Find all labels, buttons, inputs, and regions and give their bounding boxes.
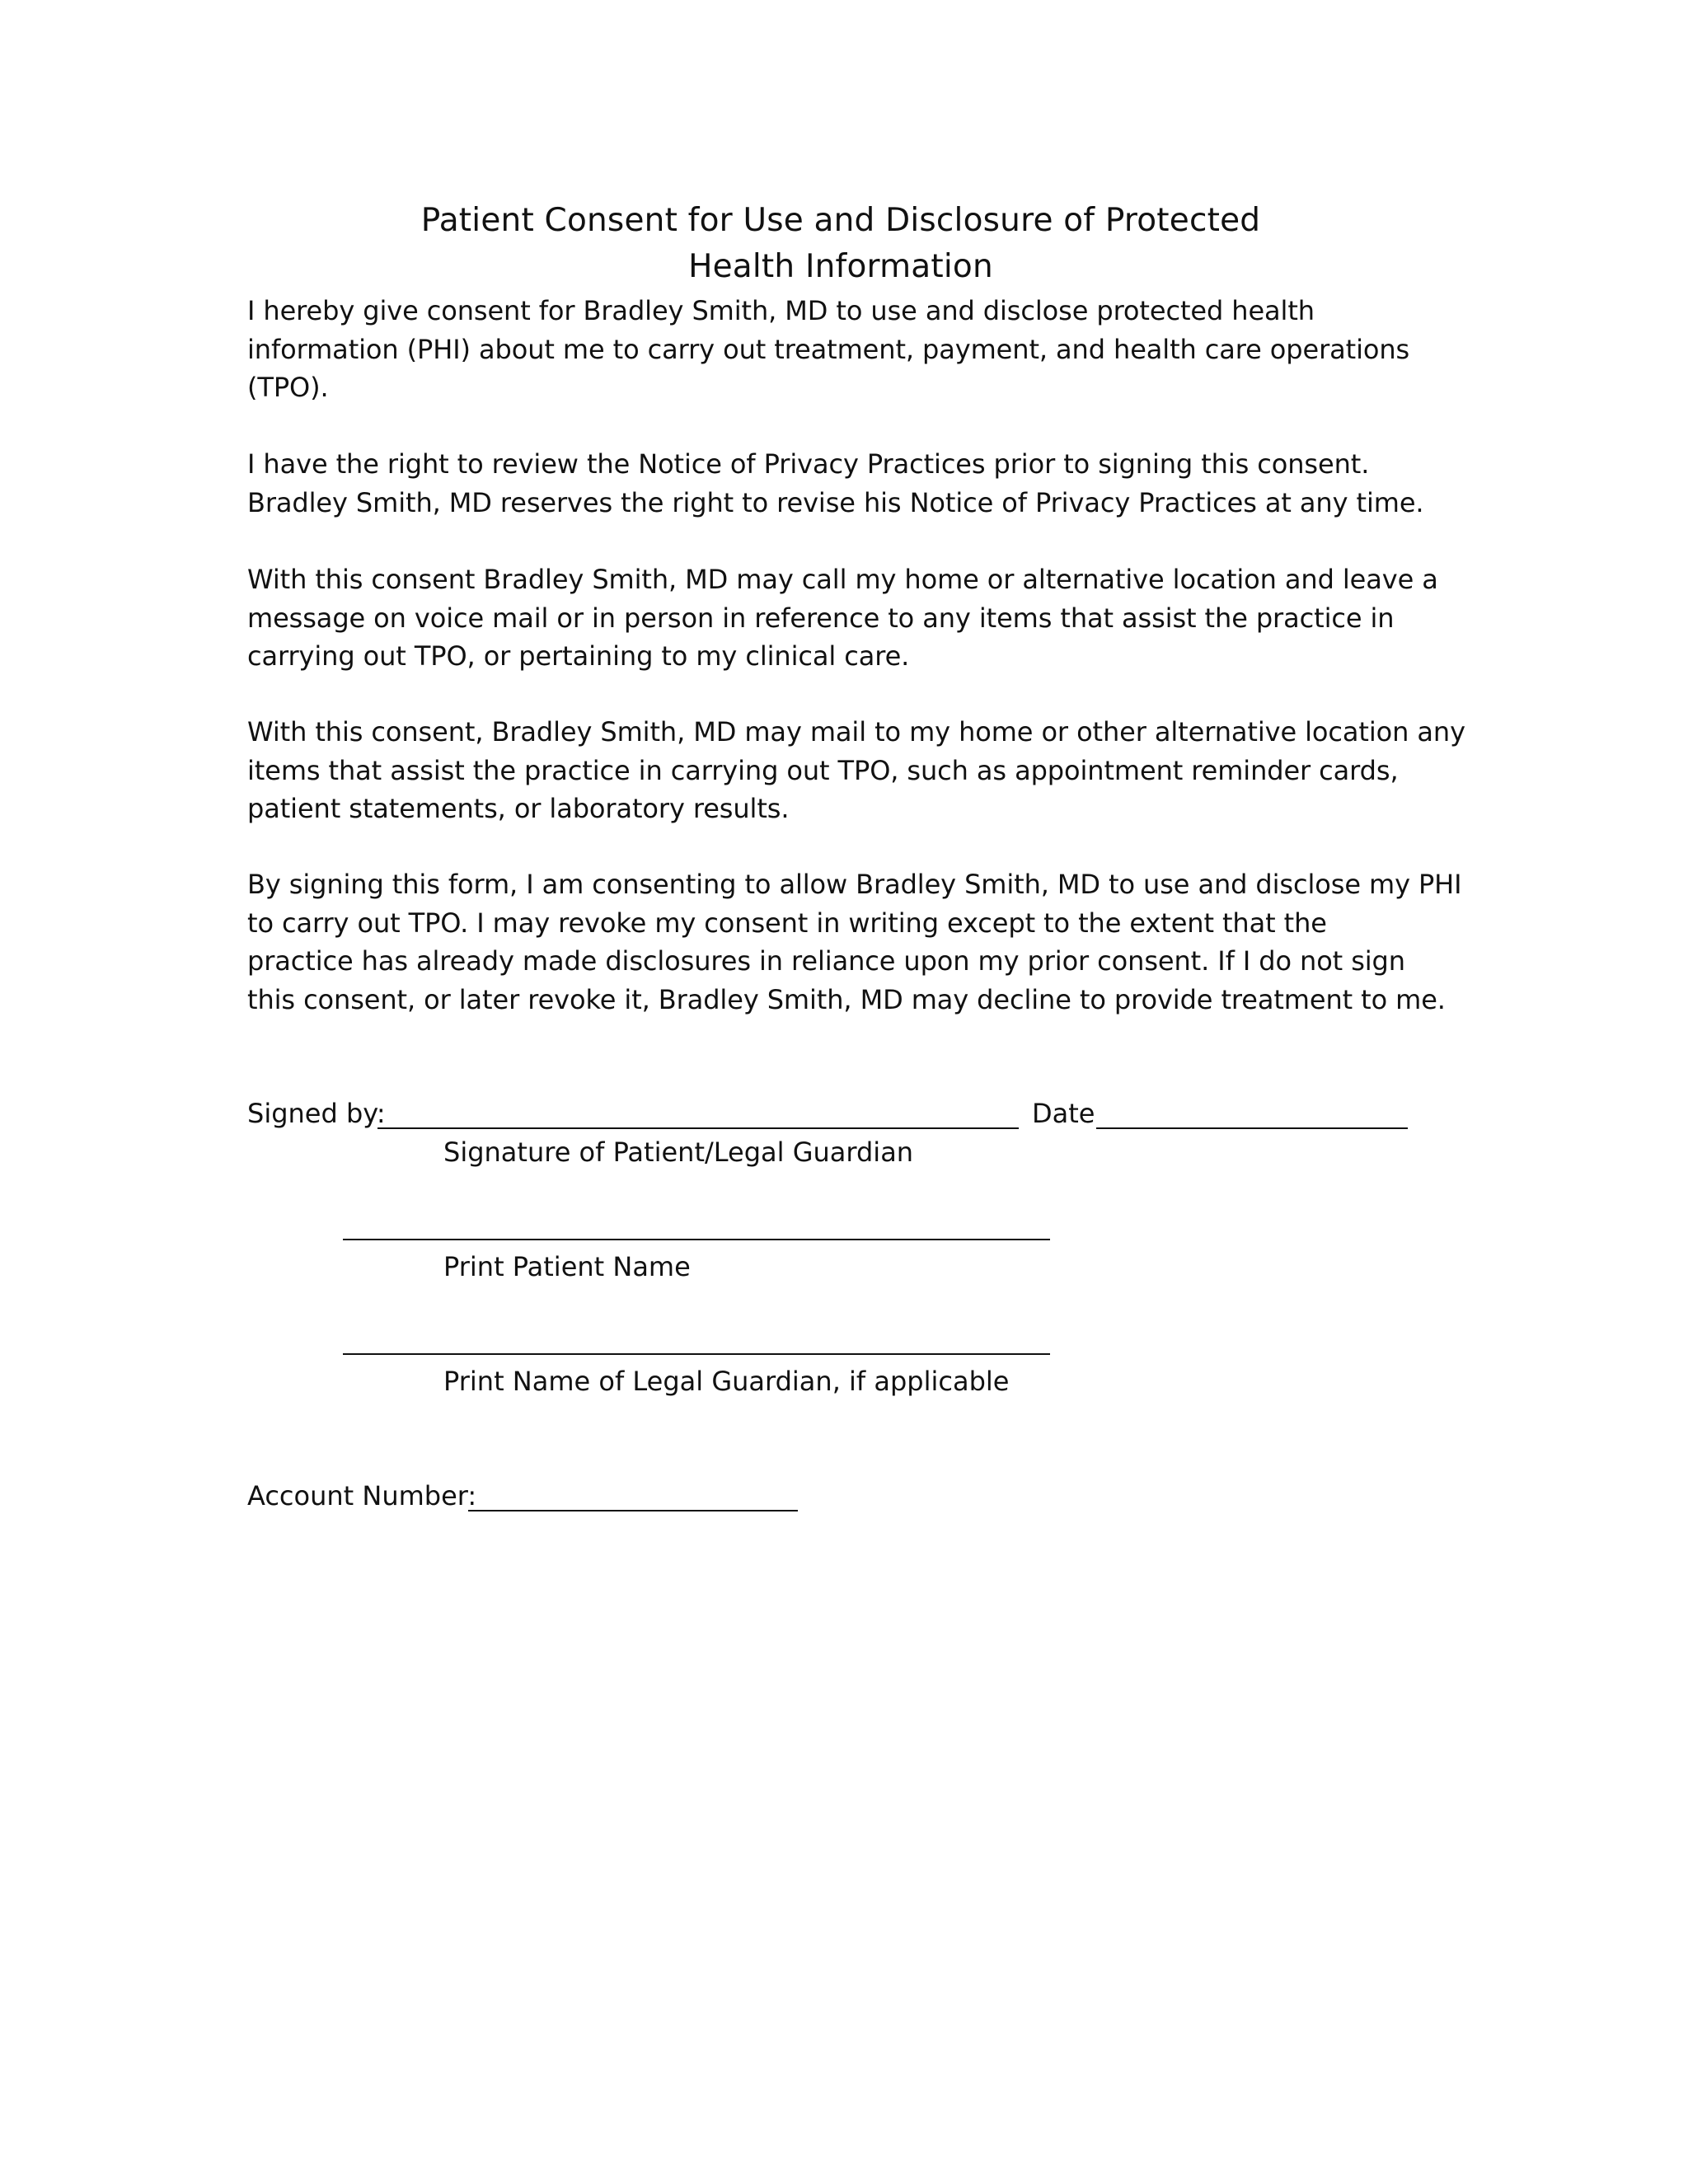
print-guardian-name-caption: Print Name of Legal Guardian, if applicable — [443, 1366, 1010, 1397]
signature-line[interactable] — [377, 1127, 1019, 1129]
consent-paragraph-phone — [247, 560, 1438, 676]
signature-caption: Signature of Patient/Legal Guardian — [443, 1137, 914, 1168]
paragraph-line: this consent, or later revoke it, Bradley Smith, MD may decline to provide treatment to me. — [247, 983, 1446, 1015]
consent-paragraph-revocation — [247, 865, 1462, 1019]
paragraph-line: items that assist the practice in carrying out TPO, such as appointment reminder cards, — [247, 754, 1399, 786]
document-title-line-2: Health Information — [688, 248, 993, 285]
print-patient-name-line[interactable] — [343, 1239, 1050, 1240]
consent-paragraph-treatment — [247, 292, 1438, 407]
account-number-line[interactable] — [468, 1510, 798, 1511]
paragraph-line: I hereby give consent for Bradley Smith, MD to use and disclose protected health — [247, 295, 1315, 326]
paragraph-line: practice has already made disclosures in reliance upon my prior consent. If I do not sign — [247, 945, 1405, 977]
paragraph-line: By signing this form, I am consenting to allow Bradley Smith, MD to use and disclose my PHI — [247, 869, 1462, 900]
consent-paragraph-privacy-notice — [247, 445, 1438, 522]
paragraph-line: patient statements, or laboratory results. — [247, 793, 790, 824]
document-title-line-1: Patient Consent for Use and Disclosure of Protected — [420, 202, 1261, 239]
paragraph-line: With this consent, Bradley Smith, MD may mail to my home or other alternative location any — [247, 716, 1465, 748]
account-number-label: Account Number: — [247, 1480, 477, 1511]
print-guardian-name-line[interactable] — [343, 1353, 1050, 1355]
paragraph-line: carrying out TPO, or pertaining to my clinical care. — [247, 640, 910, 672]
paragraph-line: information (PHI) about me to carry out treatment, payment, and health care operations — [247, 333, 1410, 365]
consent-paragraph-mail — [247, 713, 1465, 828]
signed-by-label: Signed by: — [247, 1098, 386, 1129]
paragraph-line: message on voice mail or in person in reference to any items that assist the practice in — [247, 602, 1395, 634]
print-patient-name-caption: Print Patient Name — [443, 1251, 691, 1282]
paragraph-line: I have the right to review the Notice of Privacy Practices prior to signing this consent. — [247, 448, 1370, 480]
date-line[interactable] — [1096, 1127, 1408, 1129]
paragraph-line: to carry out TPO. I may revoke my consent in writing except to the extent that the — [247, 907, 1327, 939]
paragraph-line: With this consent Bradley Smith, MD may call my home or alternative location and leave a — [247, 564, 1438, 595]
date-label: Date — [1032, 1098, 1095, 1129]
paragraph-line: Bradley Smith, MD reserves the right to revise his Notice of Privacy Practices at any time. — [247, 486, 1424, 518]
paragraph-line: (TPO). — [247, 372, 329, 403]
